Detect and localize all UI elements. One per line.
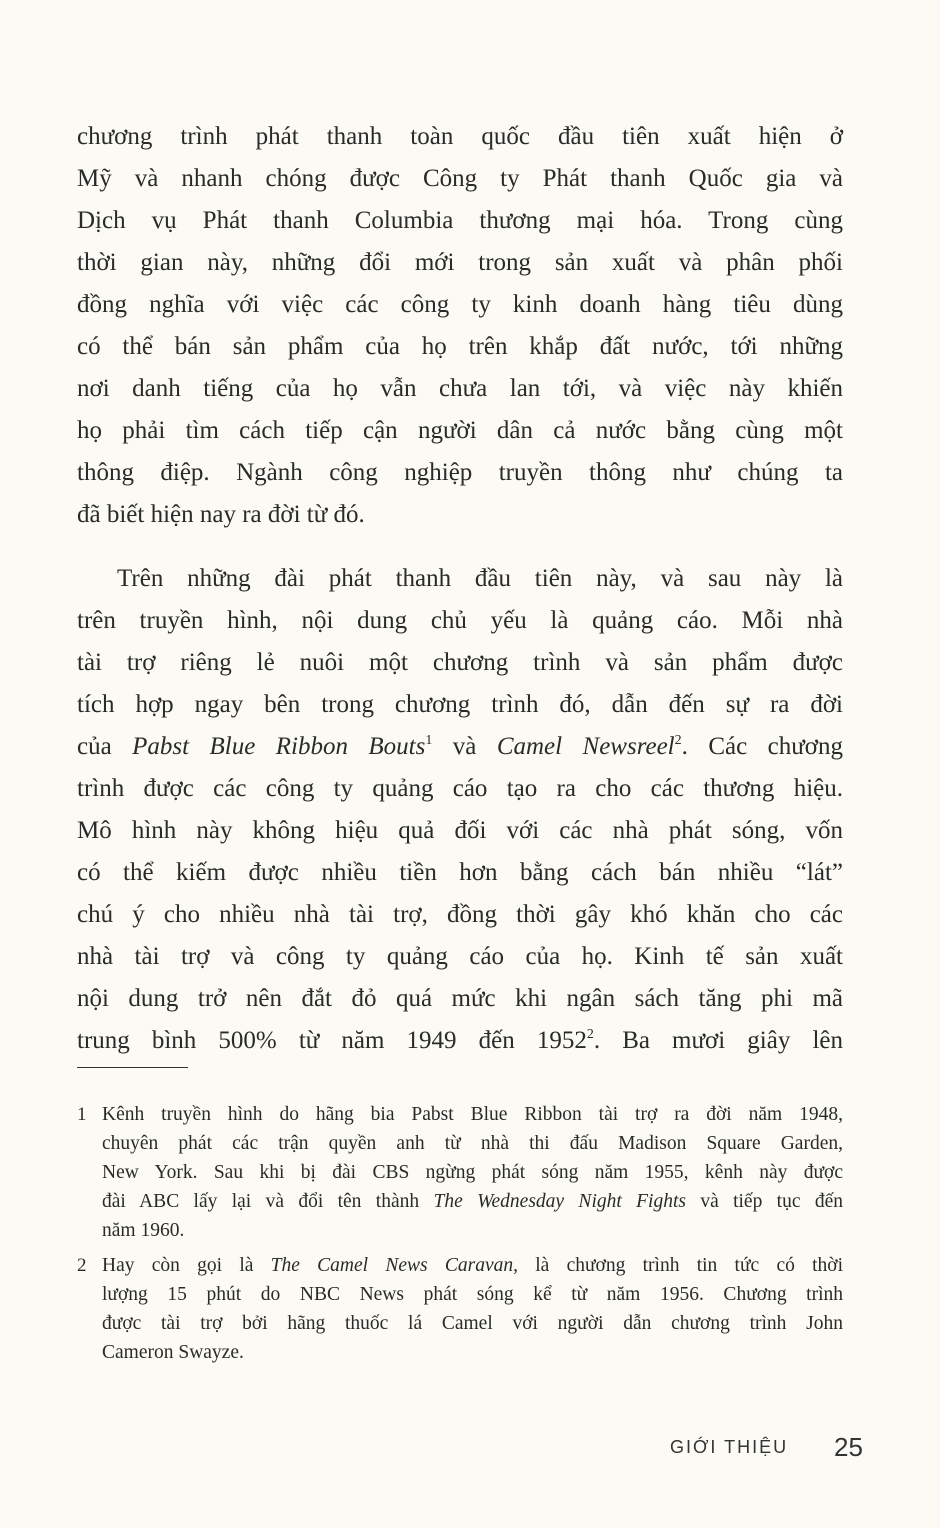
text-line: [77, 558, 843, 600]
text-line: [77, 452, 843, 494]
text-run: đài ABC lấy lại và đổi tên thành: [102, 1191, 434, 1212]
text-line: [77, 116, 843, 158]
text-line: [77, 368, 843, 410]
text-run: họ phải tìm cách tiếp cận người dân cả nước bằng cùng một: [77, 417, 843, 444]
text-run: tài trợ riêng lẻ nuôi một chương trình và sản phẩm được: [77, 649, 843, 676]
paragraph: [77, 558, 843, 1062]
footnote-line: [102, 1309, 843, 1338]
text-line: [77, 284, 843, 326]
text-run: chú ý cho nhiều nhà tài trợ, đồng thời gây khó khăn cho các: [77, 901, 843, 928]
footnote-line: [102, 1100, 843, 1129]
footnote-number: 2: [77, 1255, 87, 1276]
text-run: nội dung trở nên đắt đỏ quá mức khi ngân sách tăng phi mã: [77, 985, 843, 1012]
text-run: của: [77, 733, 133, 760]
text-run: đồng nghĩa với việc các công ty kinh doanh hàng tiêu dùng: [77, 291, 843, 318]
text-run: Kênh truyền hình do hãng bia Pabst Blue Ribbon tài trợ ra đời năm 1948,: [102, 1104, 843, 1125]
text-run: nhà tài trợ và công ty quảng cáo của họ. Kinh tế sản xuất: [77, 943, 843, 970]
text-run: . Ba mươi giây lên: [593, 1027, 843, 1054]
text-line: [77, 936, 843, 978]
text-line: [77, 642, 843, 684]
text-line: [77, 242, 843, 284]
text-run: Hay còn gọi là: [102, 1255, 271, 1276]
text-run: đã biết hiện nay ra đời từ đó.: [77, 501, 365, 528]
text-line: [77, 200, 843, 242]
text-line: [77, 158, 843, 200]
text-run: được tài trợ bởi hãng thuốc lá Camel với người dẫn chương trình John: [102, 1313, 843, 1334]
text-run: Mỹ và nhanh chóng được Công ty Phát thanh Quốc gia và: [77, 165, 843, 192]
footnote-line: [102, 1129, 843, 1158]
text-run: trình được các công ty quảng cáo tạo ra cho các thương hiệu.: [77, 775, 843, 802]
text-run: lượng 15 phút do NBC News phát sóng kể từ năm 1956. Chương trình: [102, 1284, 843, 1305]
text-run: . Các chương: [681, 733, 843, 760]
footnote-number: 1: [77, 1104, 87, 1125]
text-run: thông điệp. Ngành công nghiệp truyền thông như chúng ta: [77, 459, 843, 486]
text-run: và tiếp tục đến: [685, 1191, 844, 1212]
text-run: Mô hình này không hiệu quả đối với các nhà phát sóng, vốn: [77, 817, 843, 844]
running-head: GIỚI THIỆU: [670, 1437, 789, 1457]
text-run: chương trình phát thanh toàn quốc đầu tiên xuất hiện ở: [77, 123, 843, 150]
text-line: [77, 410, 843, 452]
footnote-line: [102, 1158, 843, 1187]
text-run: thời gian này, những đổi mới trong sản xuất và phân phối: [77, 249, 843, 276]
footnote-reference: 2: [674, 733, 682, 748]
text-line: [77, 768, 843, 810]
text-run: trung bình 500% từ năm 1949 đến 1952: [77, 1027, 587, 1054]
footnote-reference: 2: [586, 1027, 594, 1042]
text-run: Cameron Swayze.: [102, 1342, 244, 1363]
italic-title: Camel Newsreel: [496, 733, 675, 760]
text-line: [77, 852, 843, 894]
footnote-line: [102, 1187, 843, 1216]
text-line: [77, 1020, 843, 1062]
footnote: [77, 1100, 843, 1245]
text-line: [77, 600, 843, 642]
page-footer: [670, 1432, 863, 1462]
text-run: tích hợp ngay bên trong chương trình đó, dẫn đến sự ra đời: [77, 691, 843, 718]
text-line: [77, 726, 843, 768]
text-run: Trên những đài phát thanh đầu tiên này, và sau này là: [117, 565, 843, 592]
text-run: năm 1960.: [102, 1220, 185, 1241]
footnote: [77, 1251, 843, 1367]
text-line: [77, 978, 843, 1020]
text-run: , là chương trình tin tức có thời: [513, 1255, 844, 1276]
footnote-line: [102, 1280, 843, 1309]
footnote-line: [102, 1338, 843, 1367]
footnote-reference: 1: [425, 733, 433, 748]
text-run: có thể kiếm được nhiều tiền hơn bằng cách bán nhiều “lát”: [77, 859, 843, 886]
body-text: [77, 116, 843, 1062]
italic-title: Pabst Blue Ribbon Bouts: [132, 733, 426, 760]
text-run: Dịch vụ Phát thanh Columbia thương mại hóa. Trong cùng: [77, 207, 843, 234]
footnote-line: [102, 1251, 843, 1280]
text-run: chuyên phát các trận quyền anh từ nhà thi đấu Madison Square Garden,: [102, 1133, 843, 1154]
text-run: nơi danh tiếng của họ vẫn chưa lan tới, và việc này khiến: [77, 375, 843, 402]
text-line: [77, 494, 843, 536]
text-line: [77, 810, 843, 852]
paragraph: [77, 116, 843, 536]
text-run: và: [432, 733, 497, 760]
text-run: trên truyền hình, nội dung chủ yếu là quảng cáo. Mỗi nhà: [77, 607, 843, 634]
page-number: 25: [834, 1432, 863, 1462]
footnotes: [77, 1100, 843, 1373]
italic-title: The Wednesday Night Fights: [433, 1191, 686, 1212]
text-line: [77, 326, 843, 368]
text-run: có thể bán sản phẩm của họ trên khắp đất nước, tới những: [77, 333, 843, 360]
text-run: New York. Sau khi bị đài CBS ngừng phát sóng năm 1955, kênh này được: [102, 1162, 843, 1183]
footnote-line: [102, 1216, 843, 1245]
italic-title: The Camel News Caravan: [270, 1255, 514, 1276]
text-line: [77, 894, 843, 936]
text-line: [77, 684, 843, 726]
footnote-divider: [77, 1067, 188, 1068]
